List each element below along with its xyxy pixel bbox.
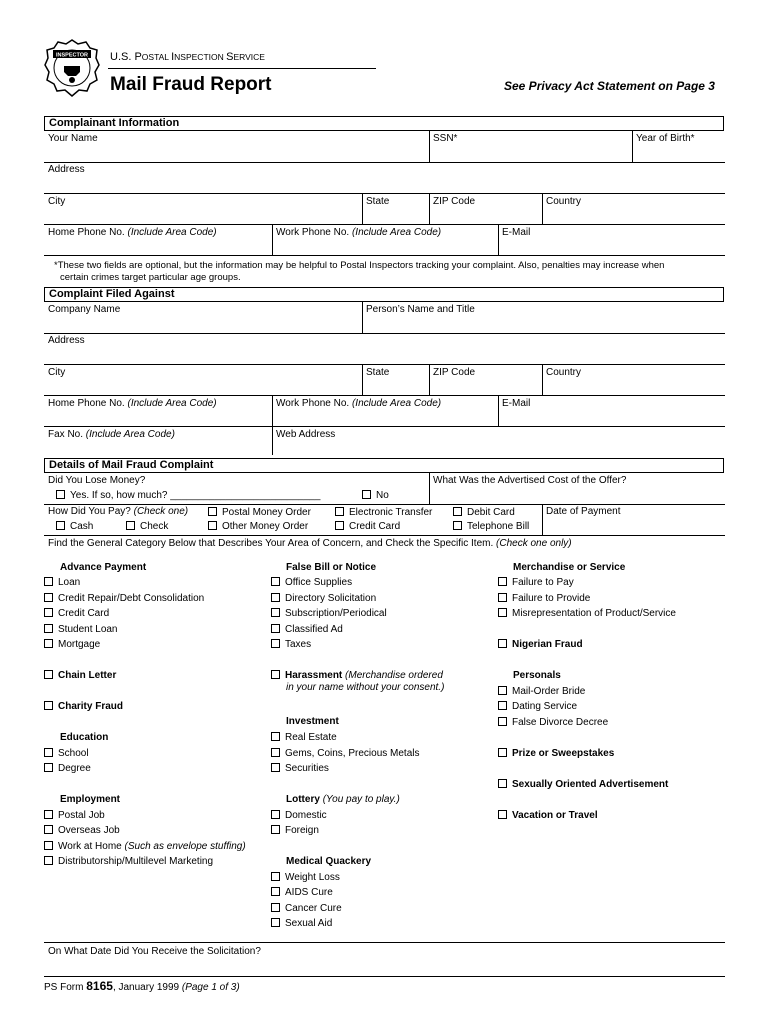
optional-footnote-line-1: *These two fields are optional, but the information may be helpful to Postal Inspectors tracking your complaint. Also, penalties may increase when [54, 260, 665, 271]
securities-option[interactable]: Securities [271, 763, 329, 774]
cancer-cure-option[interactable]: Cancer Cure [271, 903, 342, 914]
against-city-field[interactable] [48, 367, 360, 395]
ssn-label: SSN* [433, 133, 458, 144]
against-country-label: Country [546, 367, 582, 378]
complainant-address-field[interactable] [48, 164, 724, 192]
merchandise-heading: Merchandise or Service [513, 562, 626, 573]
against-email-label: E-Mail [502, 398, 531, 409]
form-footer [44, 979, 240, 993]
pay-other-money-order-option[interactable] [208, 521, 308, 532]
foreign-checkbox[interactable] [271, 825, 280, 834]
complainant-email-field[interactable] [502, 227, 724, 255]
weight-loss-option[interactable]: Weight Loss [271, 872, 340, 883]
chain-letter-option[interactable]: Chain Letter [44, 670, 116, 681]
yes-checkbox[interactable] [56, 490, 65, 499]
sexually-oriented-option[interactable]: Sexually Oriented Advertisement [498, 779, 668, 790]
against-heading: Complaint Filed Against [44, 287, 724, 302]
aids-cure-option[interactable]: AIDS Cure [271, 887, 333, 898]
city-label: City [48, 196, 66, 207]
agency-ostal: OSTAL [141, 52, 172, 62]
postal-inspector-seal [44, 38, 100, 98]
other-money-order-label: Other Money Order [222, 521, 309, 532]
misrepresentation-checkbox[interactable] [498, 608, 507, 617]
complainant-heading: Complainant Information [44, 116, 724, 131]
pay-check-option[interactable] [126, 521, 168, 532]
email-label: E-Mail [502, 227, 531, 238]
charity-fraud-option[interactable]: Charity Fraud [44, 701, 123, 712]
find-category-instruction [48, 538, 572, 549]
distributorship-checkbox[interactable] [44, 856, 53, 865]
loan-option[interactable]: Loan [44, 577, 80, 588]
person-name-label: Person’s Name and Title [366, 304, 475, 315]
cash-checkbox[interactable] [56, 521, 65, 530]
check-checkbox[interactable] [126, 521, 135, 530]
gems-checkbox[interactable] [271, 748, 280, 757]
against-zip-field[interactable] [433, 367, 541, 395]
category-credit-card-option[interactable]: Credit Card [44, 608, 109, 619]
pay-credit-card-option[interactable] [335, 521, 400, 532]
agency-letter-i: I [171, 51, 175, 63]
electronic-transfer-checkbox[interactable] [335, 507, 344, 516]
credit-repair-option[interactable]: Credit Repair/Debt Consolidation [44, 593, 204, 604]
postal-job-checkbox[interactable] [44, 810, 53, 819]
no-checkbox[interactable] [362, 490, 371, 499]
credit-card-label: Credit Card [349, 521, 401, 532]
vacation-option[interactable]: Vacation or Travel [498, 810, 598, 821]
state-label: State [366, 196, 390, 207]
person-name-field[interactable] [366, 304, 724, 332]
real-estate-checkbox[interactable] [271, 732, 280, 741]
foreign-option[interactable]: Foreign [271, 825, 319, 836]
agency-prefix: U.S. [110, 51, 135, 63]
pay-electronic-transfer-option[interactable] [335, 507, 432, 518]
vacation-checkbox[interactable] [498, 810, 507, 819]
sexual-aid-checkbox[interactable] [271, 918, 280, 927]
mail-order-bride-checkbox[interactable] [498, 686, 507, 695]
school-option[interactable]: School [44, 748, 89, 759]
home-phone-label: Home Phone No. [48, 227, 125, 238]
against-work-phone-field[interactable] [276, 398, 496, 426]
check-label: Check [140, 521, 169, 532]
fax-label: Fax No. [48, 429, 84, 440]
other-money-order-checkbox[interactable] [208, 521, 217, 530]
category-credit-card-checkbox[interactable] [44, 608, 53, 617]
pay-postal-money-order-option[interactable] [208, 507, 311, 518]
education-heading: Education [60, 732, 109, 743]
telephone-bill-label: Telephone Bill [467, 521, 530, 532]
lose-money-yes-option[interactable] [56, 490, 320, 501]
domestic-checkbox[interactable] [271, 810, 280, 819]
form-prefix: PS Form [44, 982, 87, 993]
securities-checkbox[interactable] [271, 763, 280, 772]
advertised-cost-label: What Was the Advertised Cost of the Offer? [433, 475, 627, 486]
against-home-phone-field[interactable] [48, 398, 270, 426]
header-rule [108, 68, 376, 69]
find-category-note: (Check one only) [496, 538, 572, 549]
against-state-label: State [366, 367, 390, 378]
personals-heading: Personals [513, 670, 561, 681]
school-checkbox[interactable] [44, 748, 53, 757]
taxes-checkbox[interactable] [271, 639, 280, 648]
office-supplies-option[interactable]: Office Supplies [271, 577, 352, 588]
against-country-field[interactable] [546, 367, 724, 395]
your-name-label: Your Name [48, 133, 98, 144]
investment-heading: Investment [286, 716, 339, 727]
year-of-birth-label: Year of Birth* [636, 133, 695, 144]
harassment-checkbox[interactable] [271, 670, 280, 679]
postal-money-order-checkbox[interactable] [208, 507, 217, 516]
taxes-option[interactable]: Taxes [271, 639, 311, 650]
cash-label: Cash [70, 521, 94, 532]
against-email-field[interactable] [502, 398, 724, 426]
classified-ad-option[interactable]: Classified Ad [271, 624, 343, 635]
agency-ervice: ERVICE [233, 52, 265, 62]
date-of-payment-label: Date of Payment [546, 506, 621, 517]
advertised-cost-field[interactable] [433, 475, 723, 503]
complainant-home-phone-field[interactable] [48, 227, 270, 255]
aids-cure-checkbox[interactable] [271, 887, 280, 896]
agency-name [110, 51, 265, 63]
overseas-job-checkbox[interactable] [44, 825, 53, 834]
student-loan-checkbox[interactable] [44, 624, 53, 633]
debit-card-label: Debit Card [467, 507, 515, 518]
agency-letter-p: P [134, 51, 142, 63]
agency-letter-s: S [226, 51, 234, 63]
mortgage-option[interactable]: Mortgage [44, 639, 100, 650]
work-at-home-option[interactable]: Work at Home (Such as envelope stuffing) [44, 841, 246, 852]
debit-card-checkbox[interactable] [453, 507, 462, 516]
web-address-label: Web Address [276, 429, 336, 440]
sexual-aid-option[interactable]: Sexual Aid [271, 918, 332, 929]
telephone-bill-checkbox[interactable] [453, 521, 462, 530]
pay-debit-card-option[interactable] [453, 507, 515, 518]
prize-option[interactable]: Prize or Sweepstakes [498, 748, 614, 759]
against-state-field[interactable] [366, 367, 426, 395]
how-pay-label [48, 506, 188, 517]
loan-checkbox[interactable] [44, 577, 53, 586]
ssn-field[interactable] [433, 133, 631, 161]
form-number: 8165 [86, 979, 113, 993]
directory-solicitation-checkbox[interactable] [271, 593, 280, 602]
nigerian-fraud-checkbox[interactable] [498, 639, 507, 648]
your-name-field[interactable] [48, 133, 428, 161]
against-work-phone-label: Work Phone No. [276, 398, 350, 409]
zip-label: ZIP Code [433, 196, 476, 207]
page-title: Mail Fraud Report [110, 74, 272, 95]
yes-label: Yes. If so, how much? ___________________________ [70, 490, 321, 501]
privacy-note: See Privacy Act Statement on Page 3 [504, 79, 715, 93]
subscription-option[interactable]: Subscription/Periodical [271, 608, 387, 619]
home-phone-note: (Include Area Code) [127, 227, 217, 238]
against-city-label: City [48, 367, 66, 378]
country-label: Country [546, 196, 582, 207]
optional-footnote-line-2: certain crimes target particular age groups. [60, 272, 241, 283]
solicitation-date-label: On What Date Did You Receive the Solicitation? [48, 946, 261, 957]
failure-to-pay-option[interactable]: Failure to Pay [498, 577, 574, 588]
failure-to-provide-checkbox[interactable] [498, 593, 507, 602]
real-estate-option[interactable]: Real Estate [271, 732, 337, 743]
complainant-country-field[interactable] [546, 196, 724, 224]
credit-card-checkbox[interactable] [335, 521, 344, 530]
distributorship-option[interactable]: Distributorship/Multilevel Marketing [44, 856, 213, 867]
electronic-transfer-label: Electronic Transfer [349, 507, 433, 518]
company-name-label: Company Name [48, 304, 121, 315]
fax-note: (Include Area Code) [85, 429, 175, 440]
charity-fraud-checkbox[interactable] [44, 701, 53, 710]
harassment-note: in your name without your consent.) [286, 682, 445, 693]
student-loan-option[interactable]: Student Loan [44, 624, 118, 635]
pay-telephone-bill-option[interactable] [453, 521, 529, 532]
classified-ad-checkbox[interactable] [271, 624, 280, 633]
postal-job-option[interactable]: Postal Job [44, 810, 105, 821]
against-home-phone-label: Home Phone No. [48, 398, 125, 409]
subscription-checkbox[interactable] [271, 608, 280, 617]
lottery-heading: Lottery (You pay to play.) [286, 794, 400, 805]
address-label: Address [48, 164, 85, 175]
nigerian-fraud-option[interactable]: Nigerian Fraud [498, 639, 583, 650]
how-pay-note: (Check one) [133, 506, 189, 517]
agency-nspection: NSPECTION [174, 52, 227, 62]
credit-repair-checkbox[interactable] [44, 593, 53, 602]
against-address-label: Address [48, 335, 85, 346]
complainant-work-phone-field[interactable] [276, 227, 496, 255]
employment-heading: Employment [60, 794, 121, 805]
dating-service-checkbox[interactable] [498, 701, 507, 710]
degree-checkbox[interactable] [44, 763, 53, 772]
sexually-oriented-checkbox[interactable] [498, 779, 507, 788]
work-at-home-checkbox[interactable] [44, 841, 53, 850]
domestic-option[interactable]: Domestic [271, 810, 327, 821]
against-fax-field[interactable] [48, 429, 270, 454]
against-work-phone-note: (Include Area Code) [351, 398, 442, 409]
postal-money-order-label: Postal Money Order [222, 507, 311, 518]
find-category-text: Find the General Category Below that Describes Your Area of Concern, and Check the Specific Item. [48, 538, 494, 549]
year-of-birth-field[interactable] [636, 133, 724, 161]
prize-checkbox[interactable] [498, 748, 507, 757]
pay-cash-option[interactable] [56, 521, 93, 532]
misrepresentation-option[interactable]: Misrepresentation of Product/Service [498, 608, 676, 619]
mail-order-bride-option[interactable]: Mail-Order Bride [498, 686, 585, 697]
company-name-field[interactable] [48, 304, 360, 332]
weight-loss-checkbox[interactable] [271, 872, 280, 881]
work-phone-note: (Include Area Code) [351, 227, 442, 238]
complainant-city-field[interactable] [48, 196, 360, 224]
page-indicator: (Page 1 of 3) [181, 982, 240, 993]
medical-quackery-heading: Medical Quackery [286, 856, 372, 867]
false-bill-heading: False Bill or Notice [286, 562, 377, 573]
seal-text: INSPECTOR [56, 52, 88, 59]
gems-option[interactable]: Gems, Coins, Precious Metals [271, 748, 420, 759]
against-address-field[interactable] [48, 335, 724, 363]
advance-payment-heading: Advance Payment [60, 562, 147, 573]
form-date: , January 1999 [112, 982, 182, 993]
office-supplies-checkbox[interactable] [271, 577, 280, 586]
complainant-zip-field[interactable] [433, 196, 541, 224]
dating-service-option[interactable]: Dating Service [498, 701, 577, 712]
overseas-job-option[interactable]: Overseas Job [44, 825, 120, 836]
false-divorce-checkbox[interactable] [498, 717, 507, 726]
work-phone-label: Work Phone No. [276, 227, 350, 238]
failure-to-provide-option[interactable]: Failure to Provide [498, 593, 590, 604]
cancer-cure-checkbox[interactable] [271, 903, 280, 912]
date-of-payment-field[interactable] [546, 506, 724, 534]
complainant-state-field[interactable] [366, 196, 426, 224]
solicitation-date-field[interactable] [48, 946, 724, 974]
lose-money-label: Did You Lose Money? [48, 475, 146, 486]
lose-money-no-option[interactable] [362, 490, 389, 501]
degree-option[interactable]: Degree [44, 763, 91, 774]
no-label: No [376, 490, 389, 501]
against-home-phone-note: (Include Area Code) [127, 398, 217, 409]
failure-to-pay-checkbox[interactable] [498, 577, 507, 586]
against-web-field[interactable] [276, 429, 724, 454]
how-pay-text: How Did You Pay? [48, 506, 131, 517]
directory-solicitation-option[interactable]: Directory Solicitation [271, 593, 376, 604]
false-divorce-option[interactable]: False Divorce Decree [498, 717, 608, 728]
chain-letter-checkbox[interactable] [44, 670, 53, 679]
details-heading: Details of Mail Fraud Complaint [44, 458, 724, 473]
mortgage-checkbox[interactable] [44, 639, 53, 648]
against-zip-label: ZIP Code [433, 367, 476, 378]
harassment-option[interactable]: Harassment (Merchandise ordered [271, 670, 443, 681]
